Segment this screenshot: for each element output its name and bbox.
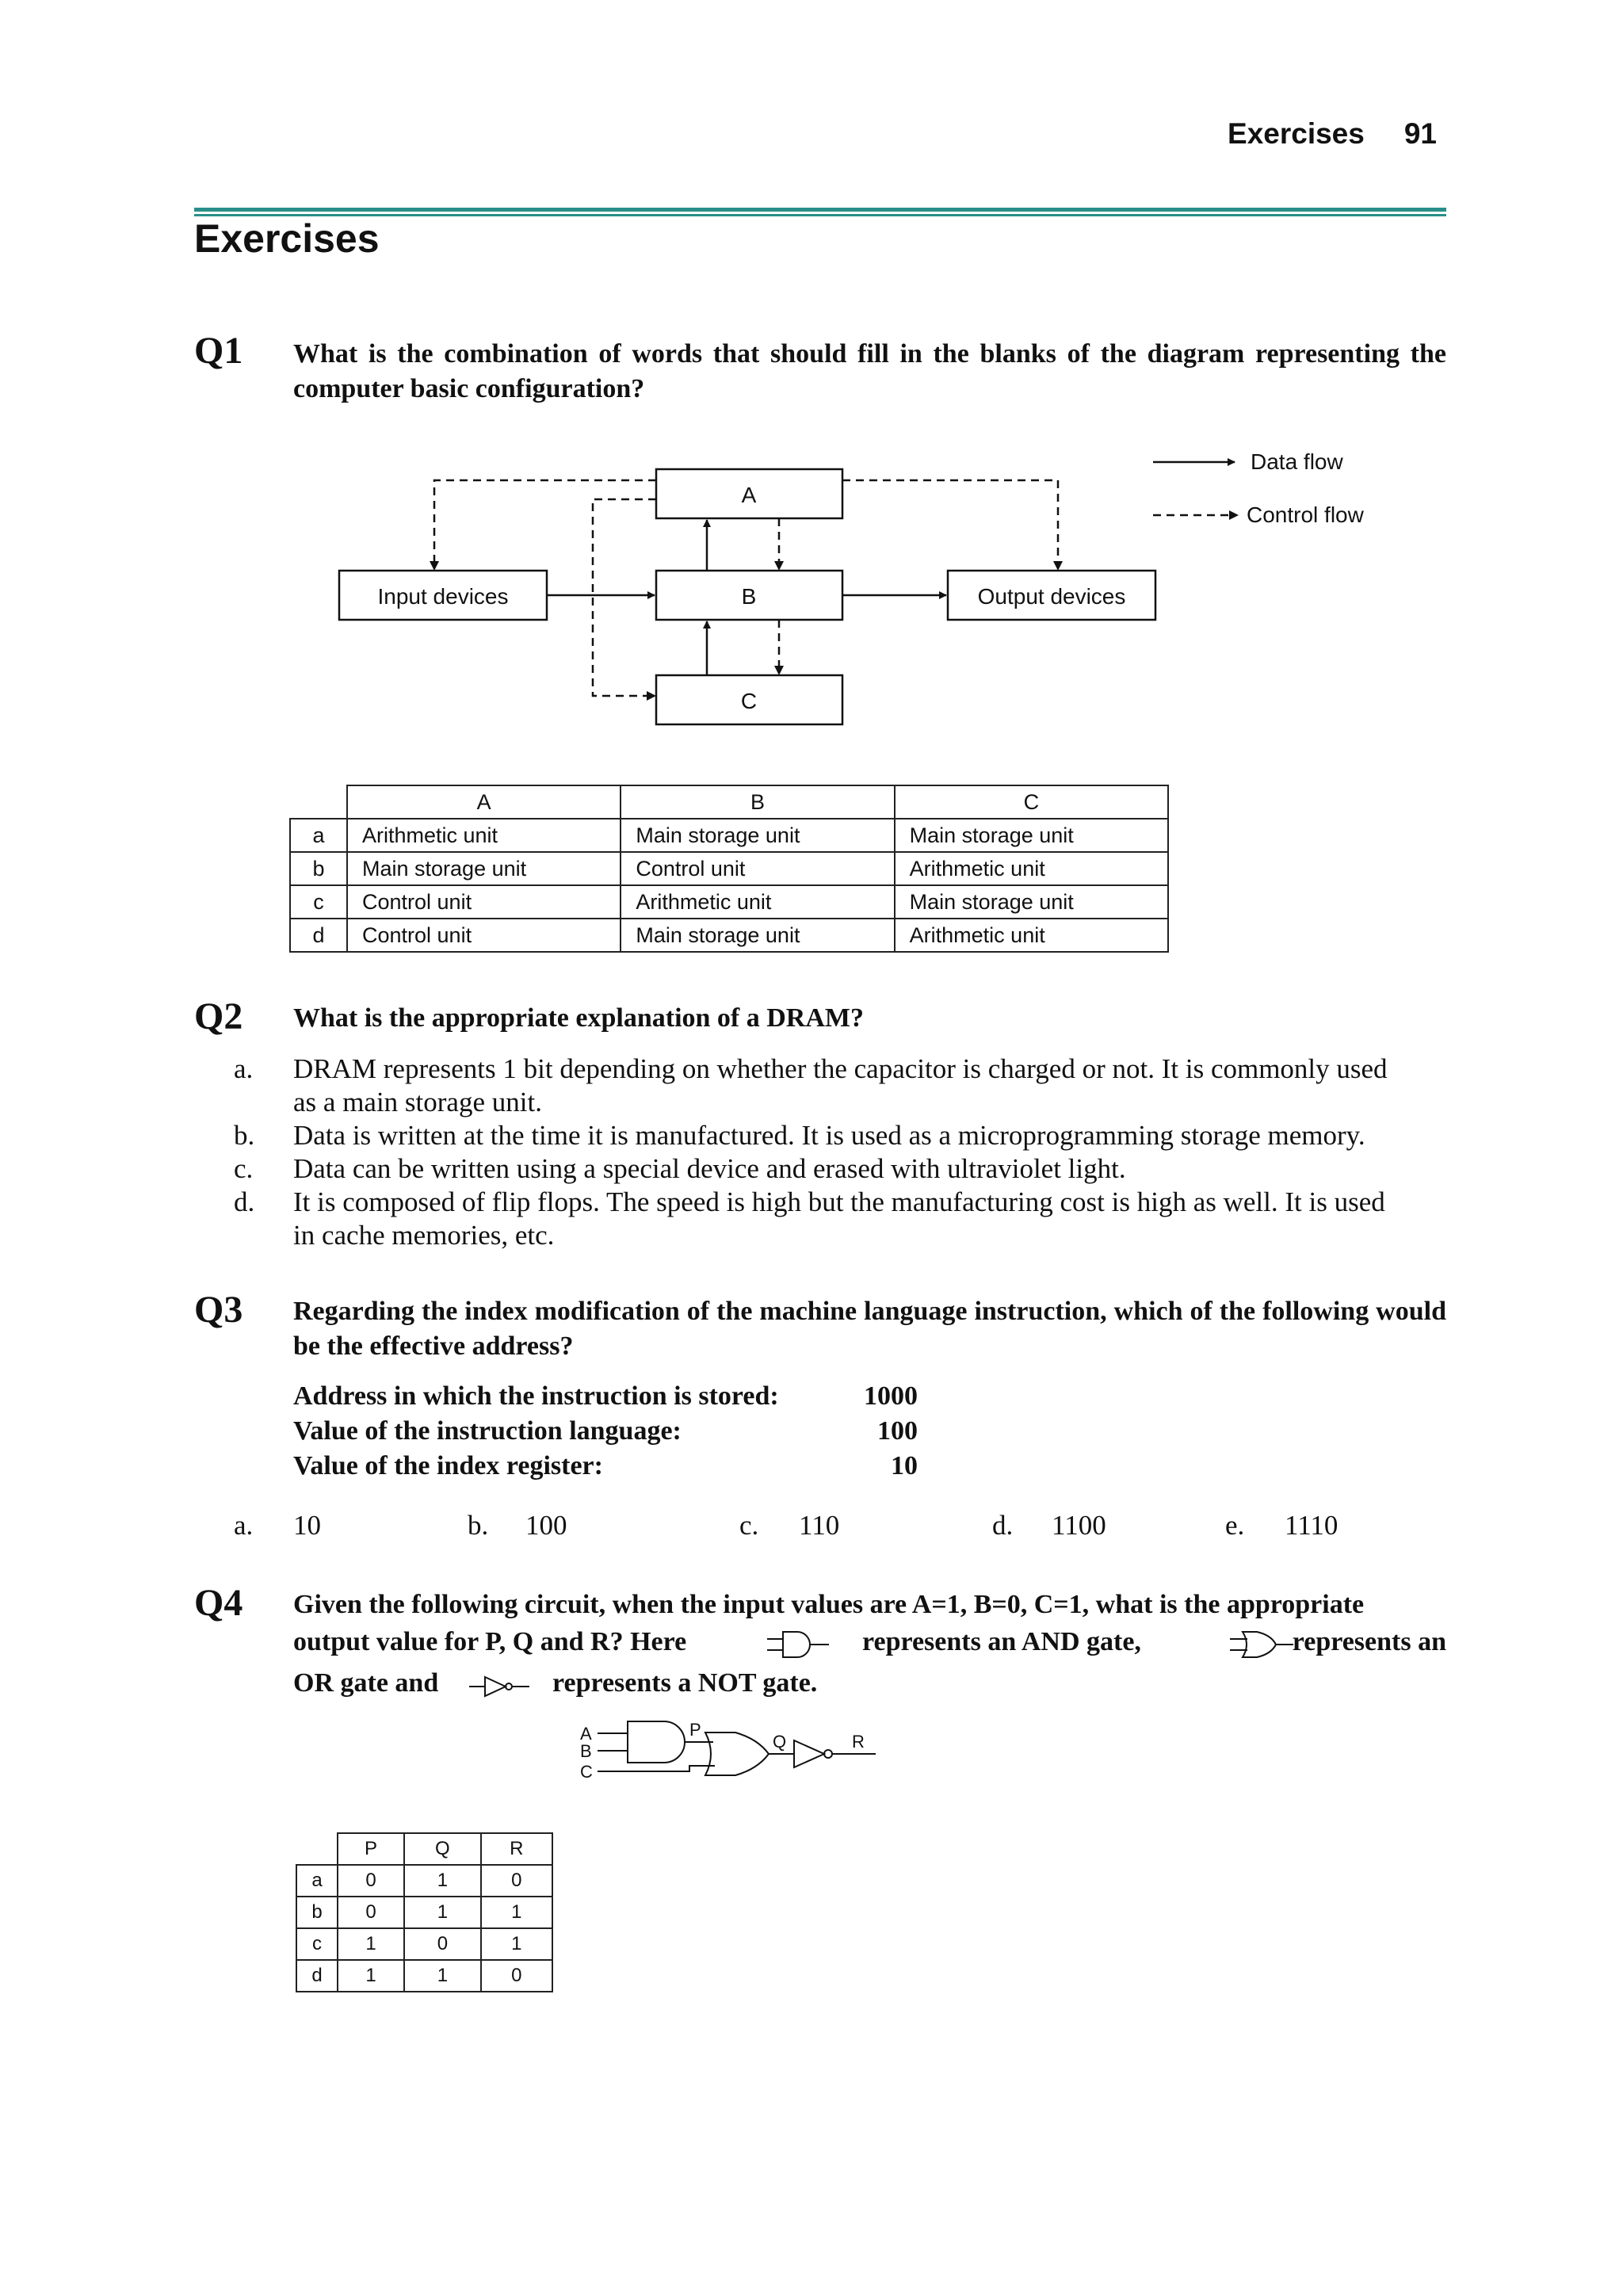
- table-row: [296, 1865, 552, 1897]
- q2-option-c: Data can be written using a special device and erased with ultraviolet light.: [293, 1153, 1126, 1184]
- row-label: a: [296, 1865, 338, 1897]
- and-gate-icon: [766, 1629, 837, 1660]
- box-b-label: B: [741, 584, 757, 609]
- given-row: [293, 1449, 918, 1484]
- box-c-label: C: [740, 689, 758, 713]
- table-cell: 1: [404, 1865, 481, 1897]
- circuit-label-b: B: [580, 1741, 592, 1761]
- row-label: c: [296, 1928, 338, 1960]
- table-cell: 1: [404, 1960, 481, 1992]
- ctrl-to-input: [434, 480, 656, 564]
- table-row: [290, 885, 1168, 919]
- table-cell: 1: [404, 1897, 481, 1928]
- row-label: b: [290, 852, 347, 885]
- circuit-label-a: A: [580, 1724, 592, 1744]
- q3-choice-c-label: c.: [739, 1510, 759, 1541]
- q2-option-b-label: b.: [234, 1120, 255, 1151]
- table-cell: 1: [481, 1928, 552, 1960]
- table-header: B: [621, 785, 894, 819]
- q2-option-c-label: c.: [234, 1153, 254, 1184]
- q1-number: Q1: [194, 330, 243, 372]
- q3-choice-b-label: b.: [468, 1510, 489, 1541]
- table-cell: Arithmetic unit: [621, 885, 894, 919]
- running-head-section: Exercises: [1228, 117, 1365, 150]
- row-label: c: [290, 885, 347, 919]
- table-cell: Arithmetic unit: [895, 919, 1168, 952]
- given-value: 100: [877, 1416, 918, 1446]
- not-gate-icon: [468, 1672, 539, 1701]
- given-value: 10: [891, 1451, 918, 1480]
- table-cell: Main storage unit: [621, 919, 894, 952]
- q1-diagram: [0, 444, 1623, 745]
- option-line: in cache memories, etc.: [293, 1220, 555, 1251]
- q3-choice-d: 1100: [1052, 1510, 1106, 1541]
- table-cell: 0: [338, 1897, 404, 1928]
- table-row: [296, 1928, 552, 1960]
- q3-given: [293, 1379, 927, 1484]
- table-header-row: [296, 1833, 552, 1865]
- box-a-label: A: [741, 483, 757, 507]
- table-cell: 0: [404, 1928, 481, 1960]
- table-header: Q: [404, 1833, 481, 1865]
- q4-text-line2a: output value for P, Q and R? Here: [293, 1627, 687, 1656]
- output-devices-label: Output devices: [977, 584, 1126, 609]
- table-row: [296, 1960, 552, 1992]
- table-row: [290, 852, 1168, 885]
- circuit-and-gate: [628, 1721, 685, 1763]
- q1-answer-table: [289, 785, 1169, 953]
- q2-option-a: [293, 1052, 1450, 1119]
- given-label: Address in which the instruction is stored:: [293, 1381, 779, 1411]
- running-head: [1228, 117, 1437, 151]
- table-cell: 1: [338, 1928, 404, 1960]
- given-row: [293, 1414, 918, 1449]
- given-value: 1000: [864, 1381, 918, 1411]
- option-line: as a main storage unit.: [293, 1087, 542, 1117]
- row-label: a: [290, 819, 347, 852]
- q3-number: Q3: [194, 1289, 243, 1331]
- table-cell: 1: [338, 1960, 404, 1992]
- table-cell: Control unit: [347, 919, 621, 952]
- option-line: DRAM represents 1 bit depending on whether the capacitor is charged or not. It is commonly used: [293, 1053, 1388, 1084]
- table-cell: 0: [481, 1960, 552, 1992]
- q3-choice-b: 100: [525, 1510, 567, 1541]
- input-devices-label: Input devices: [377, 584, 509, 609]
- q3-choice-a-label: a.: [234, 1510, 254, 1541]
- q3-choice-a: 10: [293, 1510, 321, 1541]
- ctrl-to-output: [842, 480, 1058, 564]
- q2-option-b: Data is written at the time it is manufactured. It is used as a microprogramming storage memory.: [293, 1120, 1365, 1151]
- table-cell: Control unit: [347, 885, 621, 919]
- q3-choice-e-label: e.: [1225, 1510, 1245, 1541]
- header-rule: [194, 208, 1446, 212]
- q2-option-d: [293, 1186, 1450, 1252]
- circuit-label-q: Q: [773, 1732, 787, 1752]
- q3-choice-e: 1110: [1285, 1510, 1338, 1541]
- q4-text-line3b: represents a NOT gate.: [552, 1668, 818, 1698]
- header-rule-thin: [194, 214, 1446, 216]
- table-cell: 1: [481, 1897, 552, 1928]
- q2-option-a-label: a.: [234, 1053, 254, 1084]
- q4-text-line2b: represents an AND gate,: [862, 1627, 1141, 1656]
- q4-text-line1: Given the following circuit, when the input values are A=1, B=0, C=1, what is the appropriate: [293, 1590, 1365, 1619]
- given-label: Value of the instruction language:: [293, 1416, 682, 1446]
- q3-text: Regarding the index modification of the machine language instruction, which of the following would be the effective address?: [293, 1297, 1446, 1361]
- row-label: d: [296, 1960, 338, 1992]
- table-row: [290, 819, 1168, 852]
- q3-choice-c: 110: [799, 1510, 840, 1541]
- section-title: Exercises: [194, 216, 380, 261]
- table-cell: Main storage unit: [347, 852, 621, 885]
- table-header: R: [481, 1833, 552, 1865]
- q3-choice-d-label: d.: [992, 1510, 1014, 1541]
- table-cell: Main storage unit: [621, 819, 894, 852]
- q2-number: Q2: [194, 995, 243, 1037]
- q2-option-d-label: d.: [234, 1186, 255, 1217]
- table-cell: Arithmetic unit: [347, 819, 621, 852]
- q1-text: What is the combination of words that should fill in the blanks of the diagram representing the computer basic configuration?: [293, 339, 1446, 403]
- table-row: [296, 1897, 552, 1928]
- row-label: d: [290, 919, 347, 952]
- q4-circuit: [571, 1712, 903, 1799]
- circuit-label-p: P: [689, 1720, 701, 1740]
- table-cell: Main storage unit: [895, 885, 1168, 919]
- table-header: C: [895, 785, 1168, 819]
- table-cell: Main storage unit: [895, 819, 1168, 852]
- q4-text-line3a: OR gate and: [293, 1668, 439, 1698]
- given-row: [293, 1379, 918, 1414]
- circuit-not-gate: [794, 1740, 824, 1767]
- table-cell: Arithmetic unit: [895, 852, 1168, 885]
- table-cell: 0: [481, 1865, 552, 1897]
- table-cell: 0: [338, 1865, 404, 1897]
- table-cell: Control unit: [621, 852, 894, 885]
- given-label: Value of the index register:: [293, 1451, 603, 1480]
- q2-text: What is the appropriate explanation of a DRAM?: [293, 1003, 864, 1033]
- q4-number: Q4: [194, 1582, 243, 1624]
- table-row: [290, 919, 1168, 952]
- circuit-or-gate: [705, 1733, 769, 1775]
- legend-control-flow: Control flow: [1247, 502, 1364, 527]
- table-header: A: [347, 785, 621, 819]
- circuit-label-r: R: [852, 1732, 865, 1752]
- row-label: b: [296, 1897, 338, 1928]
- q4-answer-table: [296, 1832, 553, 1992]
- legend-data-flow: Data flow: [1251, 449, 1343, 474]
- circuit-label-c: C: [580, 1762, 593, 1782]
- table-header-row: [290, 785, 1168, 819]
- page-number: 91: [1403, 117, 1437, 150]
- q4-text-line2c: represents an: [1292, 1627, 1446, 1656]
- option-line: It is composed of flip flops. The speed is high but the manufacturing cost is high as well. It is used: [293, 1186, 1385, 1217]
- table-header: P: [338, 1833, 404, 1865]
- ctrl-to-c: [593, 499, 656, 696]
